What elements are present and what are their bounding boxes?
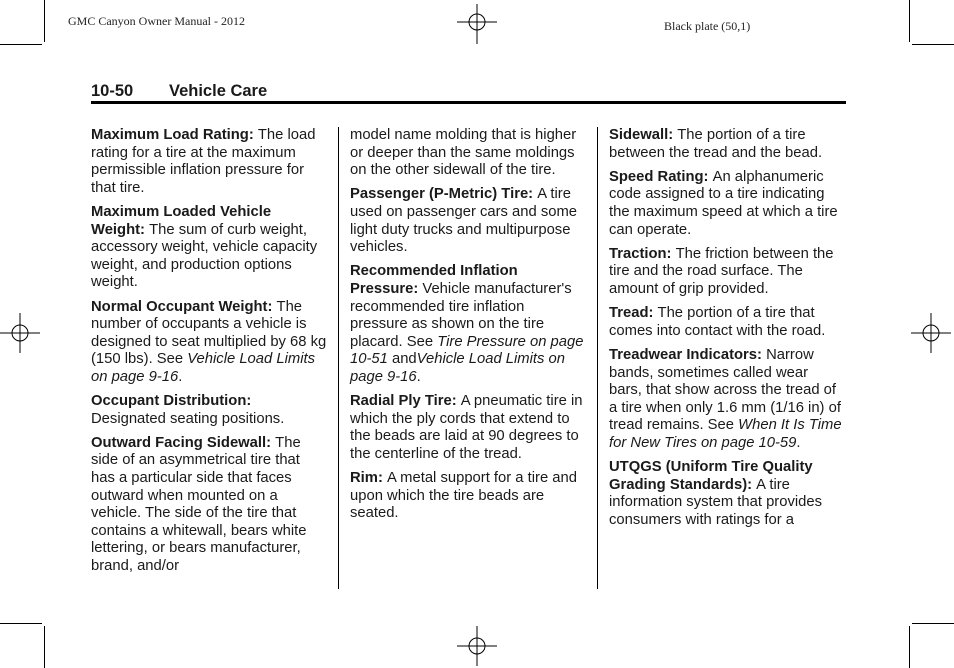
crop-mark — [44, 0, 45, 42]
crop-mark — [0, 44, 42, 45]
glossary-term: Recommended Inflation Pressure: — [350, 263, 518, 297]
glossary-term: Tread: — [609, 305, 658, 322]
glossary-entry — [91, 127, 327, 197]
header-rule — [91, 101, 846, 104]
text-column-3 — [609, 127, 845, 536]
glossary-term: Traction: — [609, 245, 676, 262]
cross-reference: When It Is Time for New Tires on page 10-59 — [609, 417, 842, 451]
registration-mark-icon — [0, 313, 40, 353]
crop-mark — [909, 626, 910, 668]
glossary-definition: . — [416, 368, 421, 385]
glossary-definition: Vehicle manufacturer's recommended tire inflation pressure as shown on the tire placard. See — [350, 280, 572, 350]
glossary-term: Occupant Distribution: — [91, 393, 252, 410]
glossary-definition: Narrow bands, sometimes called wear bars, that show across the tread of a tire when only 1.6 mm (1/16 in) of tread remains. See — [609, 346, 841, 434]
glossary-definition: The friction between the tire and the road surface. The amount of grip provided. — [609, 245, 834, 297]
crop-mark — [44, 626, 45, 668]
glossary-definition: The sum of curb weight, accessory weight, vehicle capacity weight, and production options weight. — [91, 221, 318, 291]
glossary-entry — [91, 299, 327, 387]
cross-reference: Vehicle Load Limits on page 9-16 — [350, 351, 566, 385]
glossary-term: Speed Rating: — [609, 168, 713, 185]
column-divider — [597, 127, 598, 589]
glossary-definition: The side of an asymmetrical tire that has a particular side that faces outward when mounted on a vehicle. The side of the tire that contains a whitewall, bears white lettering, or bears manufacturer, brand, and/or — [91, 434, 307, 575]
glossary-definition: An alphanumeric code assigned to a tire indicating the maximum speed at which a tire can operate. — [609, 168, 838, 238]
glossary-entry — [350, 263, 586, 386]
column-divider — [338, 127, 339, 589]
glossary-term: Treadwear Indicators: — [609, 346, 767, 363]
page-number: 10-50 — [91, 82, 134, 100]
text-column-1 — [91, 127, 327, 582]
glossary-entry — [350, 186, 586, 256]
text-column-2 — [350, 127, 586, 529]
glossary-term: Maximum Load Rating: — [91, 127, 258, 143]
document-slug-right: Black plate (50,1) — [664, 19, 751, 33]
glossary-entry — [609, 169, 845, 239]
crop-mark — [912, 623, 954, 624]
registration-mark-icon — [457, 4, 497, 44]
glossary-entry — [609, 127, 845, 162]
glossary-entry — [350, 127, 586, 180]
glossary-term: UTQGS (Uniform Tire Quality Grading Standards): — [609, 459, 813, 493]
glossary-definition: A tire used on passenger cars and some light duty trucks and multipurpose vehicles. — [350, 186, 578, 256]
section-title: Vehicle Care — [169, 82, 268, 100]
glossary-term: Passenger (P-Metric) Tire: — [350, 186, 538, 203]
cross-reference: Tire Pressure on page 10-51 — [350, 333, 584, 368]
glossary-entry — [91, 435, 327, 576]
glossary-definition: model name molding that is higher or deeper than the same moldings on the other sidewall of the tire. — [350, 127, 577, 179]
page-header — [91, 82, 846, 101]
glossary-definition: The load rating for a tire at the maximum permissible inflation pressure for that tire. — [91, 127, 316, 196]
glossary-definition: . — [796, 434, 801, 451]
glossary-term: Sidewall: — [609, 127, 678, 143]
glossary-definition: A metal support for a tire and upon which the tire beads are seated. — [350, 470, 577, 522]
glossary-term: Outward Facing Sidewall: — [91, 434, 276, 451]
glossary-entry — [350, 393, 586, 463]
crop-mark — [912, 44, 954, 45]
crop-mark — [0, 623, 42, 624]
glossary-term: Normal Occupant Weight: — [91, 298, 277, 315]
registration-mark-icon — [457, 626, 497, 666]
registration-mark-icon — [911, 313, 951, 353]
glossary-entry — [609, 305, 845, 340]
glossary-entry — [350, 470, 586, 523]
glossary-definition: and — [387, 351, 417, 368]
document-slug-left: GMC Canyon Owner Manual - 2012 — [68, 14, 245, 28]
glossary-entry — [609, 347, 845, 453]
crop-mark — [909, 0, 910, 42]
glossary-entry — [91, 393, 327, 428]
glossary-term: Maximum Loaded Vehicle Weight: — [91, 203, 272, 238]
glossary-definition: Designated seating positions. — [91, 410, 285, 427]
glossary-term: Rim: — [350, 470, 387, 487]
glossary-term: Radial Ply Tire: — [350, 393, 461, 410]
glossary-definition: A pneumatic tire in which the ply cords that extend to the beads are laid at 90 degrees to the centerline of the tread. — [350, 393, 583, 462]
glossary-definition: . — [178, 368, 183, 385]
glossary-entry — [609, 459, 845, 529]
glossary-definition: A tire information system that provides consumers with ratings for a — [609, 476, 823, 528]
glossary-entry — [91, 204, 327, 292]
glossary-definition: The portion of a tire that comes into contact with the road. — [609, 305, 826, 339]
glossary-definition: The portion of a tire between the tread and the bead. — [609, 127, 823, 161]
cross-reference: Vehicle Load Limits on page 9-16 — [91, 351, 315, 385]
glossary-definition: The number of occupants a vehicle is designed to seat multiplied by 68 kg (150 lbs). See — [91, 298, 327, 368]
glossary-entry — [609, 246, 845, 299]
